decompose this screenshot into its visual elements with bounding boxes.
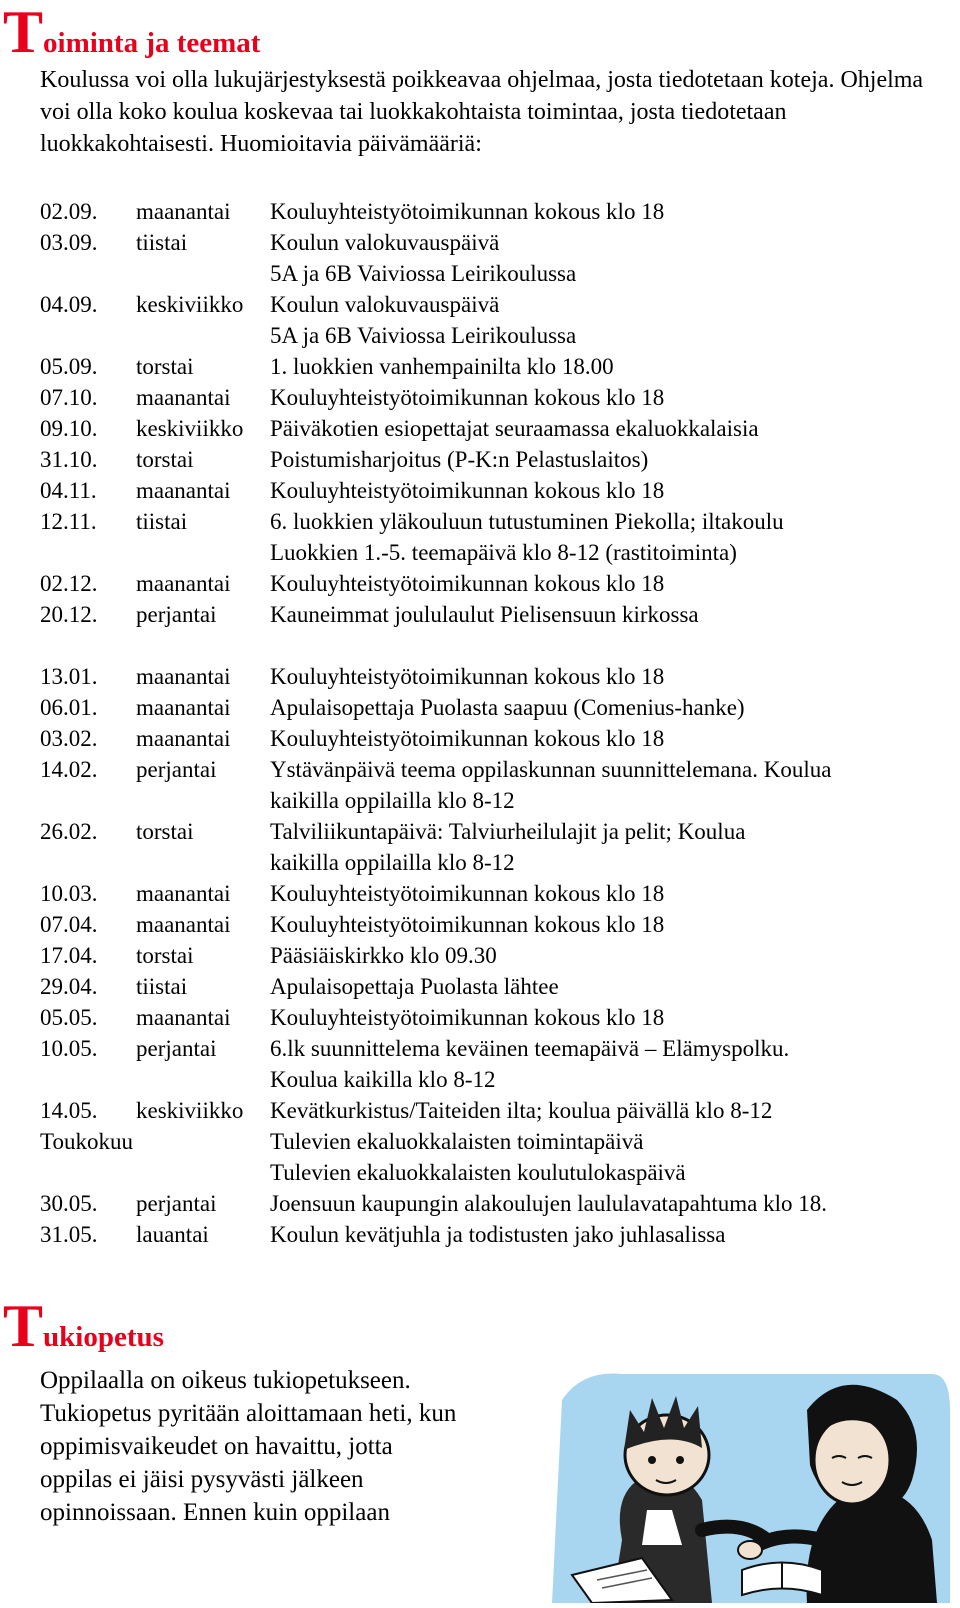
schedule-event: 6. luokkien yläkouluun tutustuminen Piekolla; iltakoulu [270, 509, 784, 534]
schedule-date [40, 630, 136, 661]
schedule-event: Koulua kaikilla klo 8-12 [270, 1067, 496, 1092]
schedule-day: maanantai [136, 695, 231, 720]
schedule-day: perjantai [136, 1191, 217, 1216]
schedule-date: 06.01. [40, 695, 98, 720]
schedule-date: 13.01. [40, 664, 98, 689]
schedule-event: Joensuun kaupungin alakoulujen laululavatapahtuma klo 18. [270, 1191, 827, 1216]
schedule-date: 02.09. [40, 199, 98, 224]
schedule-event: Kouluyhteistyötoimikunnan kokous klo 18 [270, 726, 665, 751]
schedule-event: 5A ja 6B Vaiviossa Leirikoulussa [270, 261, 577, 286]
schedule-date [40, 785, 136, 816]
schedule-row [40, 196, 940, 227]
support-line: oppilas ei jäisi pysyvästi jälkeen [40, 1466, 364, 1493]
schedule-day [136, 320, 270, 351]
schedule-day: tiistai [136, 509, 188, 534]
title-rest: oiminta ja teemat [43, 27, 261, 59]
schedule-row [40, 847, 940, 878]
schedule-date: 14.02. [40, 757, 98, 782]
schedule-day: maanantai [136, 1005, 231, 1030]
schedule-row [40, 1126, 940, 1157]
schedule-date: 29.04. [40, 974, 98, 999]
schedule-date [40, 1064, 136, 1095]
schedule-day: torstai [136, 943, 194, 968]
schedule-day: maanantai [136, 571, 231, 596]
schedule-date [40, 847, 136, 878]
schedule-day: maanantai [136, 726, 231, 751]
schedule-day: keskiviikko [136, 292, 244, 317]
schedule-day: maanantai [136, 664, 231, 689]
schedule-event: Ystävänpäivä teema oppilaskunnan suunnittelemana. Koulua [270, 757, 832, 782]
schedule-row [40, 754, 940, 785]
schedule-event: Apulaisopettaja Puolasta saapuu (Comenius-hanke) [270, 695, 745, 720]
schedule-event: 6.lk suunnittelema keväinen teemapäivä – Elämyspolku. [270, 1036, 790, 1061]
schedule-row [40, 1095, 940, 1126]
schedule-date: 30.05. [40, 1191, 98, 1216]
schedule-day [136, 630, 270, 661]
section-title-tukiopetus [3, 1293, 164, 1359]
schedule-event: Kouluyhteistyötoimikunnan kokous klo 18 [270, 478, 665, 503]
schedule-event: 1. luokkien vanhempainilta klo 18.00 [270, 354, 614, 379]
schedule-date: 20.12. [40, 602, 98, 627]
schedule-day [136, 1064, 270, 1095]
schedule-day: perjantai [136, 602, 217, 627]
schedule-event: Tulevien ekaluokkalaisten toimintapäivä [270, 1129, 644, 1154]
schedule-date: 07.10. [40, 385, 98, 410]
schedule-row [40, 630, 940, 661]
schedule-day: torstai [136, 354, 194, 379]
schedule-row [40, 475, 940, 506]
schedule-row [40, 1002, 940, 1033]
schedule-event: Poistumisharjoitus (P-K:n Pelastuslaitos) [270, 447, 649, 472]
schedule-row [40, 289, 940, 320]
schedule-row [40, 537, 940, 568]
schedule-row [40, 258, 940, 289]
schedule-date [40, 537, 136, 568]
schedule-day: keskiviikko [136, 416, 244, 441]
schedule-row [40, 568, 940, 599]
schedule-day: keskiviikko [136, 1098, 244, 1123]
schedule-event: Kouluyhteistyötoimikunnan kokous klo 18 [270, 664, 665, 689]
schedule-event: Pääsiäiskirkko klo 09.30 [270, 943, 497, 968]
schedule-date [40, 320, 136, 351]
schedule-event: Koulun valokuvauspäivä [270, 292, 500, 317]
section-title-toiminta [3, 0, 261, 65]
schedule-event: Kouluyhteistyötoimikunnan kokous klo 18 [270, 912, 665, 937]
schedule-date [40, 258, 136, 289]
title-rest: ukiopetus [43, 1321, 164, 1353]
schedule-row [40, 506, 940, 537]
schedule-event: Kouluyhteistyötoimikunnan kokous klo 18 [270, 199, 665, 224]
schedule-event: Kouluyhteistyötoimikunnan kokous klo 18 [270, 1005, 665, 1030]
schedule-day: tiistai [136, 974, 188, 999]
schedule-row [40, 1033, 940, 1064]
schedule-day [136, 537, 270, 568]
schedule-row [40, 816, 940, 847]
schedule-event: Koulun valokuvauspäivä [270, 230, 500, 255]
schedule-day [136, 785, 270, 816]
schedule-day: lauantai [136, 1222, 209, 1247]
intro-paragraph: Koulussa voi olla lukujärjestyksestä poikkeavaa ohjelmaa, josta tiedotetaan koteja. Ohjelma voi olla koko koulua koskevaa tai luokkakohtaista toimintaa, josta tiedotetaan luokkakohtaisesti. Huomioitavia päivämääriä: [40, 67, 924, 157]
schedule-list [40, 196, 940, 1250]
schedule-row [40, 1188, 940, 1219]
schedule-day: perjantai [136, 1036, 217, 1061]
teacher-helping-student-illustration [552, 1370, 952, 1603]
schedule-day: maanantai [136, 912, 231, 937]
schedule-day: torstai [136, 819, 194, 844]
schedule-row [40, 971, 940, 1002]
schedule-event [270, 630, 940, 661]
schedule-row [40, 940, 940, 971]
schedule-event: Tulevien ekaluokkalaisten koulutulokaspäivä [270, 1160, 686, 1185]
schedule-event: kaikilla oppilailla klo 8-12 [270, 850, 515, 875]
schedule-row [40, 413, 940, 444]
schedule-row [40, 878, 940, 909]
schedule-row [40, 723, 940, 754]
schedule-event: Kevätkurkistus/Taiteiden ilta; koulua päivällä klo 8-12 [270, 1098, 773, 1123]
schedule-date: 04.09. [40, 292, 98, 317]
schedule-date: 17.04. [40, 943, 98, 968]
schedule-day: maanantai [136, 385, 231, 410]
schedule-event: Talviliikuntapäivä: Talviurheilulajit ja pelit; Koulua [270, 819, 746, 844]
schedule-event: Päiväkotien esiopettajat seuraamassa ekaluokkalaisia [270, 416, 759, 441]
schedule-date: 07.04. [40, 912, 98, 937]
schedule-row [40, 785, 940, 816]
schedule-date: 10.03. [40, 881, 98, 906]
schedule-date: 05.09. [40, 354, 98, 379]
title-initial: T [3, 1293, 44, 1359]
schedule-day: tiistai [136, 230, 188, 255]
schedule-event: 5A ja 6B Vaiviossa Leirikoulussa [270, 323, 577, 348]
schedule-row [40, 909, 940, 940]
schedule-date: 12.11. [40, 509, 97, 534]
schedule-event: Kouluyhteistyötoimikunnan kokous klo 18 [270, 881, 665, 906]
schedule-event: Apulaisopettaja Puolasta lähtee [270, 974, 559, 999]
schedule-day: maanantai [136, 881, 231, 906]
schedule-event: Kouluyhteistyötoimikunnan kokous klo 18 [270, 571, 665, 596]
schedule-date: 09.10. [40, 416, 98, 441]
schedule-date: 05.05. [40, 1005, 98, 1030]
schedule-day: maanantai [136, 199, 231, 224]
schedule-day [136, 847, 270, 878]
schedule-date: 14.05. [40, 1098, 98, 1123]
schedule-date: 04.11. [40, 478, 97, 503]
schedule-date [40, 1157, 136, 1188]
support-line: oppimisvaikeudet on havaittu, jotta [40, 1433, 393, 1460]
schedule-row [40, 351, 940, 382]
support-line: opinnoissaan. Ennen kuin oppilaan [40, 1499, 390, 1526]
schedule-row [40, 444, 940, 475]
schedule-row [40, 320, 940, 351]
support-line: Oppilaalla on oikeus tukiopetukseen. [40, 1367, 411, 1394]
schedule-event: Luokkien 1.-5. teemapäivä klo 8-12 (rastitoiminta) [270, 540, 737, 565]
schedule-day: maanantai [136, 478, 231, 503]
support-paragraph [40, 1364, 540, 1529]
schedule-day [136, 1126, 270, 1157]
schedule-row [40, 1064, 940, 1095]
schedule-row [40, 227, 940, 258]
schedule-day: perjantai [136, 757, 217, 782]
schedule-date: Toukokuu [40, 1129, 133, 1154]
schedule-day: torstai [136, 447, 194, 472]
schedule-row [40, 1157, 940, 1188]
schedule-day [136, 258, 270, 289]
schedule-date: 31.05. [40, 1222, 98, 1247]
schedule-event: Koulun kevätjuhla ja todistusten jako juhlasalissa [270, 1222, 726, 1247]
schedule-date: 31.10. [40, 447, 98, 472]
schedule-row [40, 1219, 940, 1250]
schedule-row [40, 382, 940, 413]
schedule-event: Kauneimmat joululaulut Pielisensuun kirkossa [270, 602, 699, 627]
schedule-day [136, 1157, 270, 1188]
schedule-event: Kouluyhteistyötoimikunnan kokous klo 18 [270, 385, 665, 410]
schedule-row [40, 692, 940, 723]
schedule-date: 02.12. [40, 571, 98, 596]
schedule-row [40, 599, 940, 630]
schedule-row [40, 661, 940, 692]
schedule-date: 03.02. [40, 726, 98, 751]
schedule-event: kaikilla oppilailla klo 8-12 [270, 788, 515, 813]
title-initial: T [3, 0, 44, 65]
schedule-date: 10.05. [40, 1036, 98, 1061]
support-line: Tukiopetus pyritään aloittamaan heti, kun [40, 1400, 457, 1427]
schedule-date: 03.09. [40, 230, 98, 255]
schedule-date: 26.02. [40, 819, 98, 844]
